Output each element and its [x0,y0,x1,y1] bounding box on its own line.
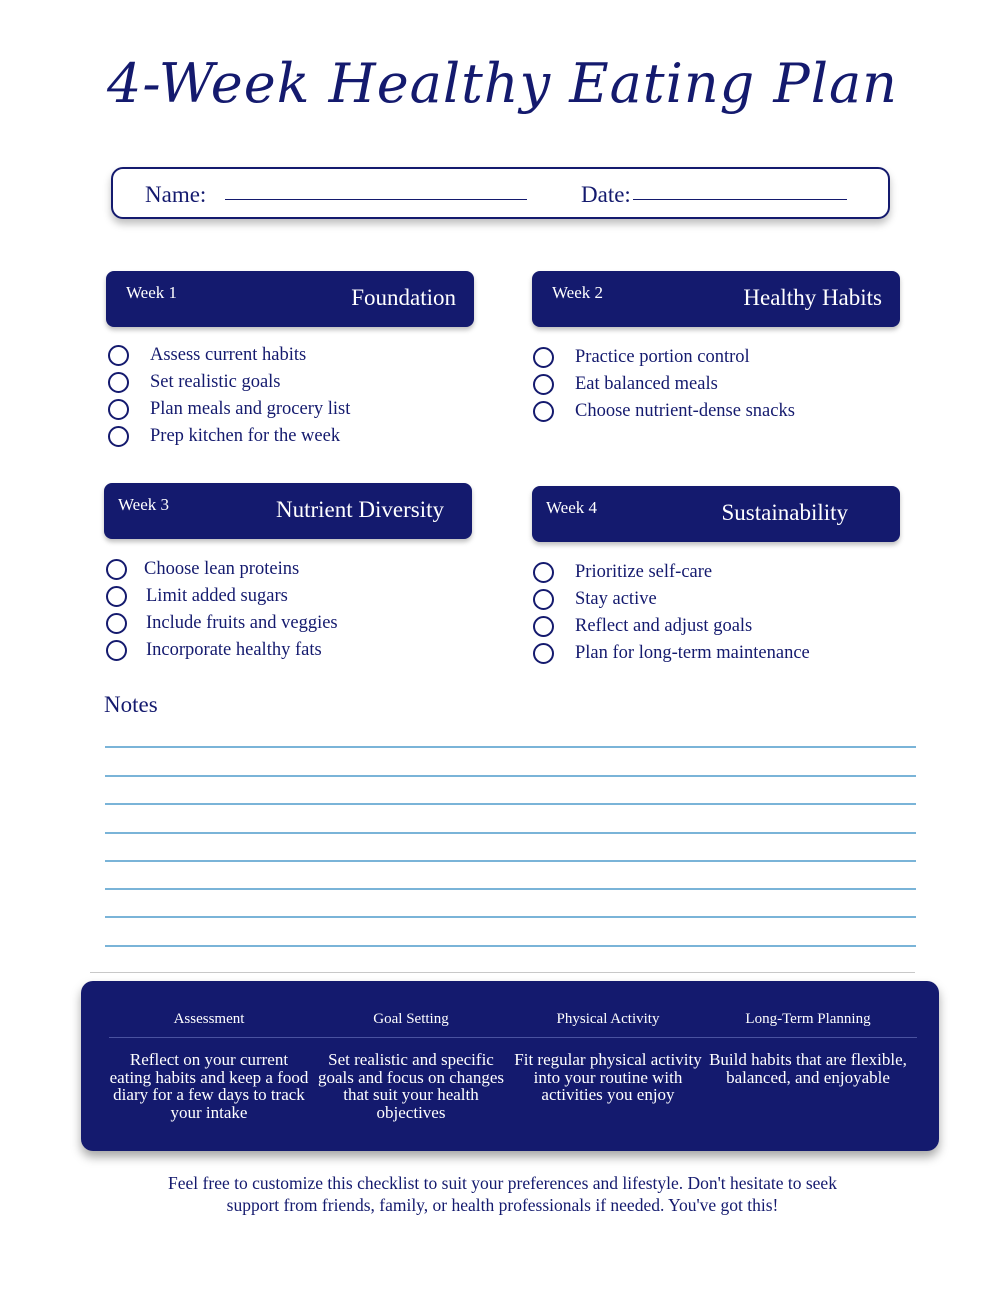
week-2-header [532,271,900,327]
note-line[interactable] [105,746,916,748]
note-line[interactable] [105,916,916,918]
checkbox-circle[interactable] [533,616,554,637]
tip-body: Set realistic and specific goals and focus on changes that suit your health objectives [317,1050,504,1122]
checkbox-circle[interactable] [533,347,554,368]
note-line[interactable] [105,775,916,777]
checkbox-circle[interactable] [108,345,129,366]
name-date-box [111,167,890,219]
week-1-label: Week 1 [126,283,178,302]
note-line[interactable] [105,945,916,947]
tip-heading: Long-Term Planning [745,1011,871,1027]
tip-assessment [109,1011,309,1121]
note-line[interactable] [105,832,916,834]
checkbox-circle[interactable] [108,372,129,393]
note-line[interactable] [105,860,916,862]
week-3-header [104,483,472,539]
week-3-theme: Nutrient Diversity [276,497,444,522]
notes-heading: Notes [104,692,158,717]
tips-panel [81,981,939,1151]
footer-message: Feel free to customize this checklist to suit your preferences and lifestyle. Don't hesitate to seek support from friends, family, or health professionals if needed. You've got this! [168,1173,837,1215]
checkbox-circle[interactable] [533,401,554,422]
checkbox-circle[interactable] [106,559,127,580]
checkbox-circle[interactable] [106,586,127,607]
tip-goal-setting [311,1011,511,1121]
tip-body: Build habits that are flexible, balanced, and enjoyable [709,1050,907,1087]
checkbox-circle[interactable] [533,562,554,583]
checkbox-circle[interactable] [533,643,554,664]
week-4-theme: Sustainability [721,500,848,525]
checkbox-circle[interactable] [106,613,127,634]
checkbox-circle[interactable] [108,426,129,447]
week-3-label: Week 3 [118,495,170,514]
tip-heading: Physical Activity [556,1011,660,1027]
section-divider [90,972,915,973]
week-4-header [532,486,900,542]
date-label: Date: [581,182,631,207]
week-4-label: Week 4 [546,498,598,517]
checkbox-circle[interactable] [108,399,129,420]
tip-heading: Goal Setting [373,1011,449,1027]
checkbox-circle[interactable] [106,640,127,661]
week-1-theme: Foundation [351,285,456,310]
tip-physical-activity [508,1011,708,1104]
tip-body: Reflect on your current eating habits and keep a food diary for a few days to track your intake [109,1050,309,1122]
name-label: Name: [145,182,207,207]
name-field[interactable] [225,199,527,200]
tip-heading: Assessment [173,1011,245,1027]
week-2-theme: Healthy Habits [743,285,882,310]
tip-long-term-planning [708,1011,908,1086]
week-2-label: Week 2 [552,283,604,302]
checkbox-circle[interactable] [533,374,554,395]
page-title: 4-Week Healthy Eating Plan [107,52,898,115]
note-line[interactable] [105,803,916,805]
checkbox-circle[interactable] [533,589,554,610]
date-field[interactable] [633,199,847,200]
week-1-header [106,271,474,327]
tip-body: Fit regular physical activity into your routine with activities you enjoy [514,1050,702,1104]
note-line[interactable] [105,888,916,890]
